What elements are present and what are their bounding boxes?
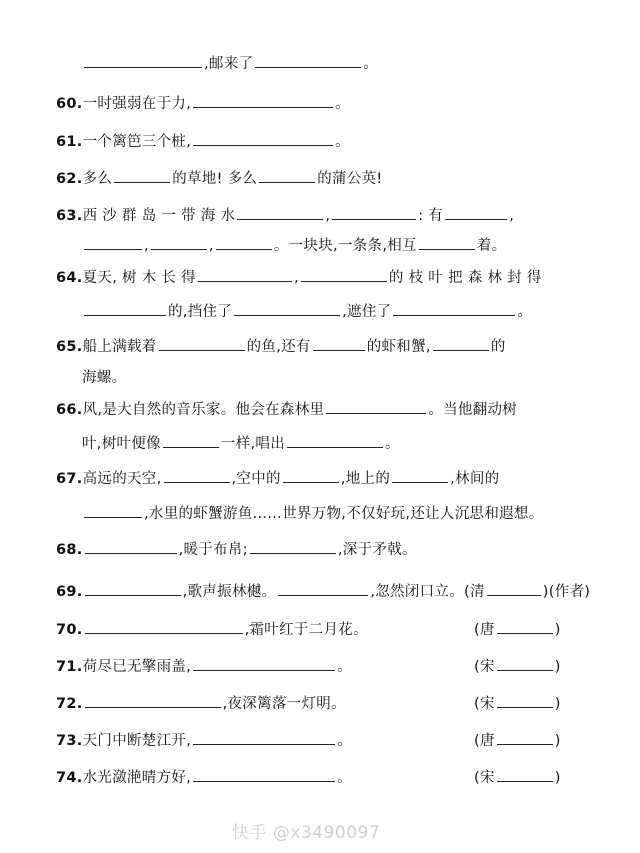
question-67: 67.高远的天空, ,空中的 ,地上的 ,林间的 xyxy=(56,467,499,490)
question-67-cont: ,水里的虾蟹游鱼……世界万物,不仅好玩,还让人沉思和遐想。 xyxy=(82,502,544,525)
blank[interactable] xyxy=(85,538,177,554)
question-66-cont: 叶,树叶便像 一样,唱出 。 xyxy=(82,432,400,455)
blank[interactable] xyxy=(259,167,315,183)
blank[interactable] xyxy=(433,335,489,351)
blank[interactable] xyxy=(326,398,426,414)
blank[interactable] xyxy=(193,729,335,745)
blank[interactable] xyxy=(392,467,448,483)
blank[interactable] xyxy=(313,335,365,351)
question-70-source: (唐 ) xyxy=(474,618,561,641)
blank[interactable] xyxy=(85,618,243,634)
blank[interactable] xyxy=(497,655,553,671)
blank[interactable] xyxy=(163,432,219,448)
question-65-cont: 海螺。 xyxy=(82,370,127,386)
blank[interactable] xyxy=(114,167,170,183)
question-61: 61.一个篱笆三个桩, 。 xyxy=(56,130,350,153)
blank[interactable] xyxy=(84,234,142,250)
blank[interactable] xyxy=(393,300,515,316)
blank[interactable] xyxy=(164,467,230,483)
question-73-source: (唐 ) xyxy=(474,729,561,752)
question-64: 64.夏天, 树 木 长 得 , 的 枝 叶 把 森 林 封 得 xyxy=(56,266,542,289)
blank[interactable] xyxy=(85,580,181,596)
question-68: 68. ,暖于布帛; ,深于矛戟。 xyxy=(56,538,417,561)
blank[interactable] xyxy=(497,729,553,745)
blank[interactable] xyxy=(445,204,507,220)
question-65: 65.船上满载着 的鱼,还有 的虾和蟹, 的 xyxy=(56,335,506,358)
blank[interactable] xyxy=(487,580,541,596)
blank[interactable] xyxy=(250,538,336,554)
blank[interactable] xyxy=(332,204,416,220)
blank[interactable] xyxy=(193,655,335,671)
question-72-source: (宋 ) xyxy=(474,692,561,715)
question-62: 62.多么 的草地! 多么 的蒲公英! xyxy=(56,167,383,190)
blank[interactable] xyxy=(237,204,323,220)
blank[interactable] xyxy=(151,234,207,250)
question-72: 72. ,夜深篱落一灯明。 xyxy=(56,692,346,715)
blank[interactable] xyxy=(85,692,221,708)
blank[interactable] xyxy=(193,766,335,782)
blank[interactable] xyxy=(159,335,245,351)
blank[interactable] xyxy=(216,234,272,250)
blank[interactable] xyxy=(84,52,202,68)
question-73: 73.天门中断楚江开, 。 xyxy=(56,729,352,752)
question-63: 63.西 沙 群 岛 一 带 海 水 , : 有 , xyxy=(56,204,514,227)
blank[interactable] xyxy=(193,130,333,146)
question-74: 74.水光潋滟晴方好, 。 xyxy=(56,766,352,789)
question-63-cont: , , 。一块块,一条条,相互 着。 xyxy=(82,234,506,257)
blank[interactable] xyxy=(84,502,142,518)
blank[interactable] xyxy=(419,234,475,250)
question-71-source: (宋 ) xyxy=(474,655,561,678)
question-66: 66.风,是大自然的音乐家。他会在森林里 。当他翻动树 xyxy=(56,398,517,421)
blank[interactable] xyxy=(84,300,166,316)
blank[interactable] xyxy=(193,92,333,108)
blank[interactable] xyxy=(301,266,387,282)
question-69: 69. ,歌声振林樾。 ,忽然闭口立。(清 )(作者) xyxy=(56,580,590,603)
blank[interactable] xyxy=(255,52,361,68)
question-71: 71.荷尽已无擎雨盖, 。 xyxy=(56,655,352,678)
line-59-cont: ,邮来了 。 xyxy=(82,52,378,75)
question-60: 60.一时强弱在于力, 。 xyxy=(56,92,350,115)
question-70: 70. ,霜叶红于二月花。 xyxy=(56,618,368,641)
question-64-cont: 的,挡住了 ,遮住了 。 xyxy=(82,300,532,323)
blank[interactable] xyxy=(287,432,383,448)
watermark: 快手 @x3490097 xyxy=(232,823,381,843)
blank[interactable] xyxy=(497,766,553,782)
blank[interactable] xyxy=(497,692,553,708)
blank[interactable] xyxy=(234,300,340,316)
blank[interactable] xyxy=(198,266,292,282)
question-74-source: (宋 ) xyxy=(474,766,561,789)
blank[interactable] xyxy=(497,618,553,634)
blank[interactable] xyxy=(278,580,368,596)
blank[interactable] xyxy=(283,467,339,483)
